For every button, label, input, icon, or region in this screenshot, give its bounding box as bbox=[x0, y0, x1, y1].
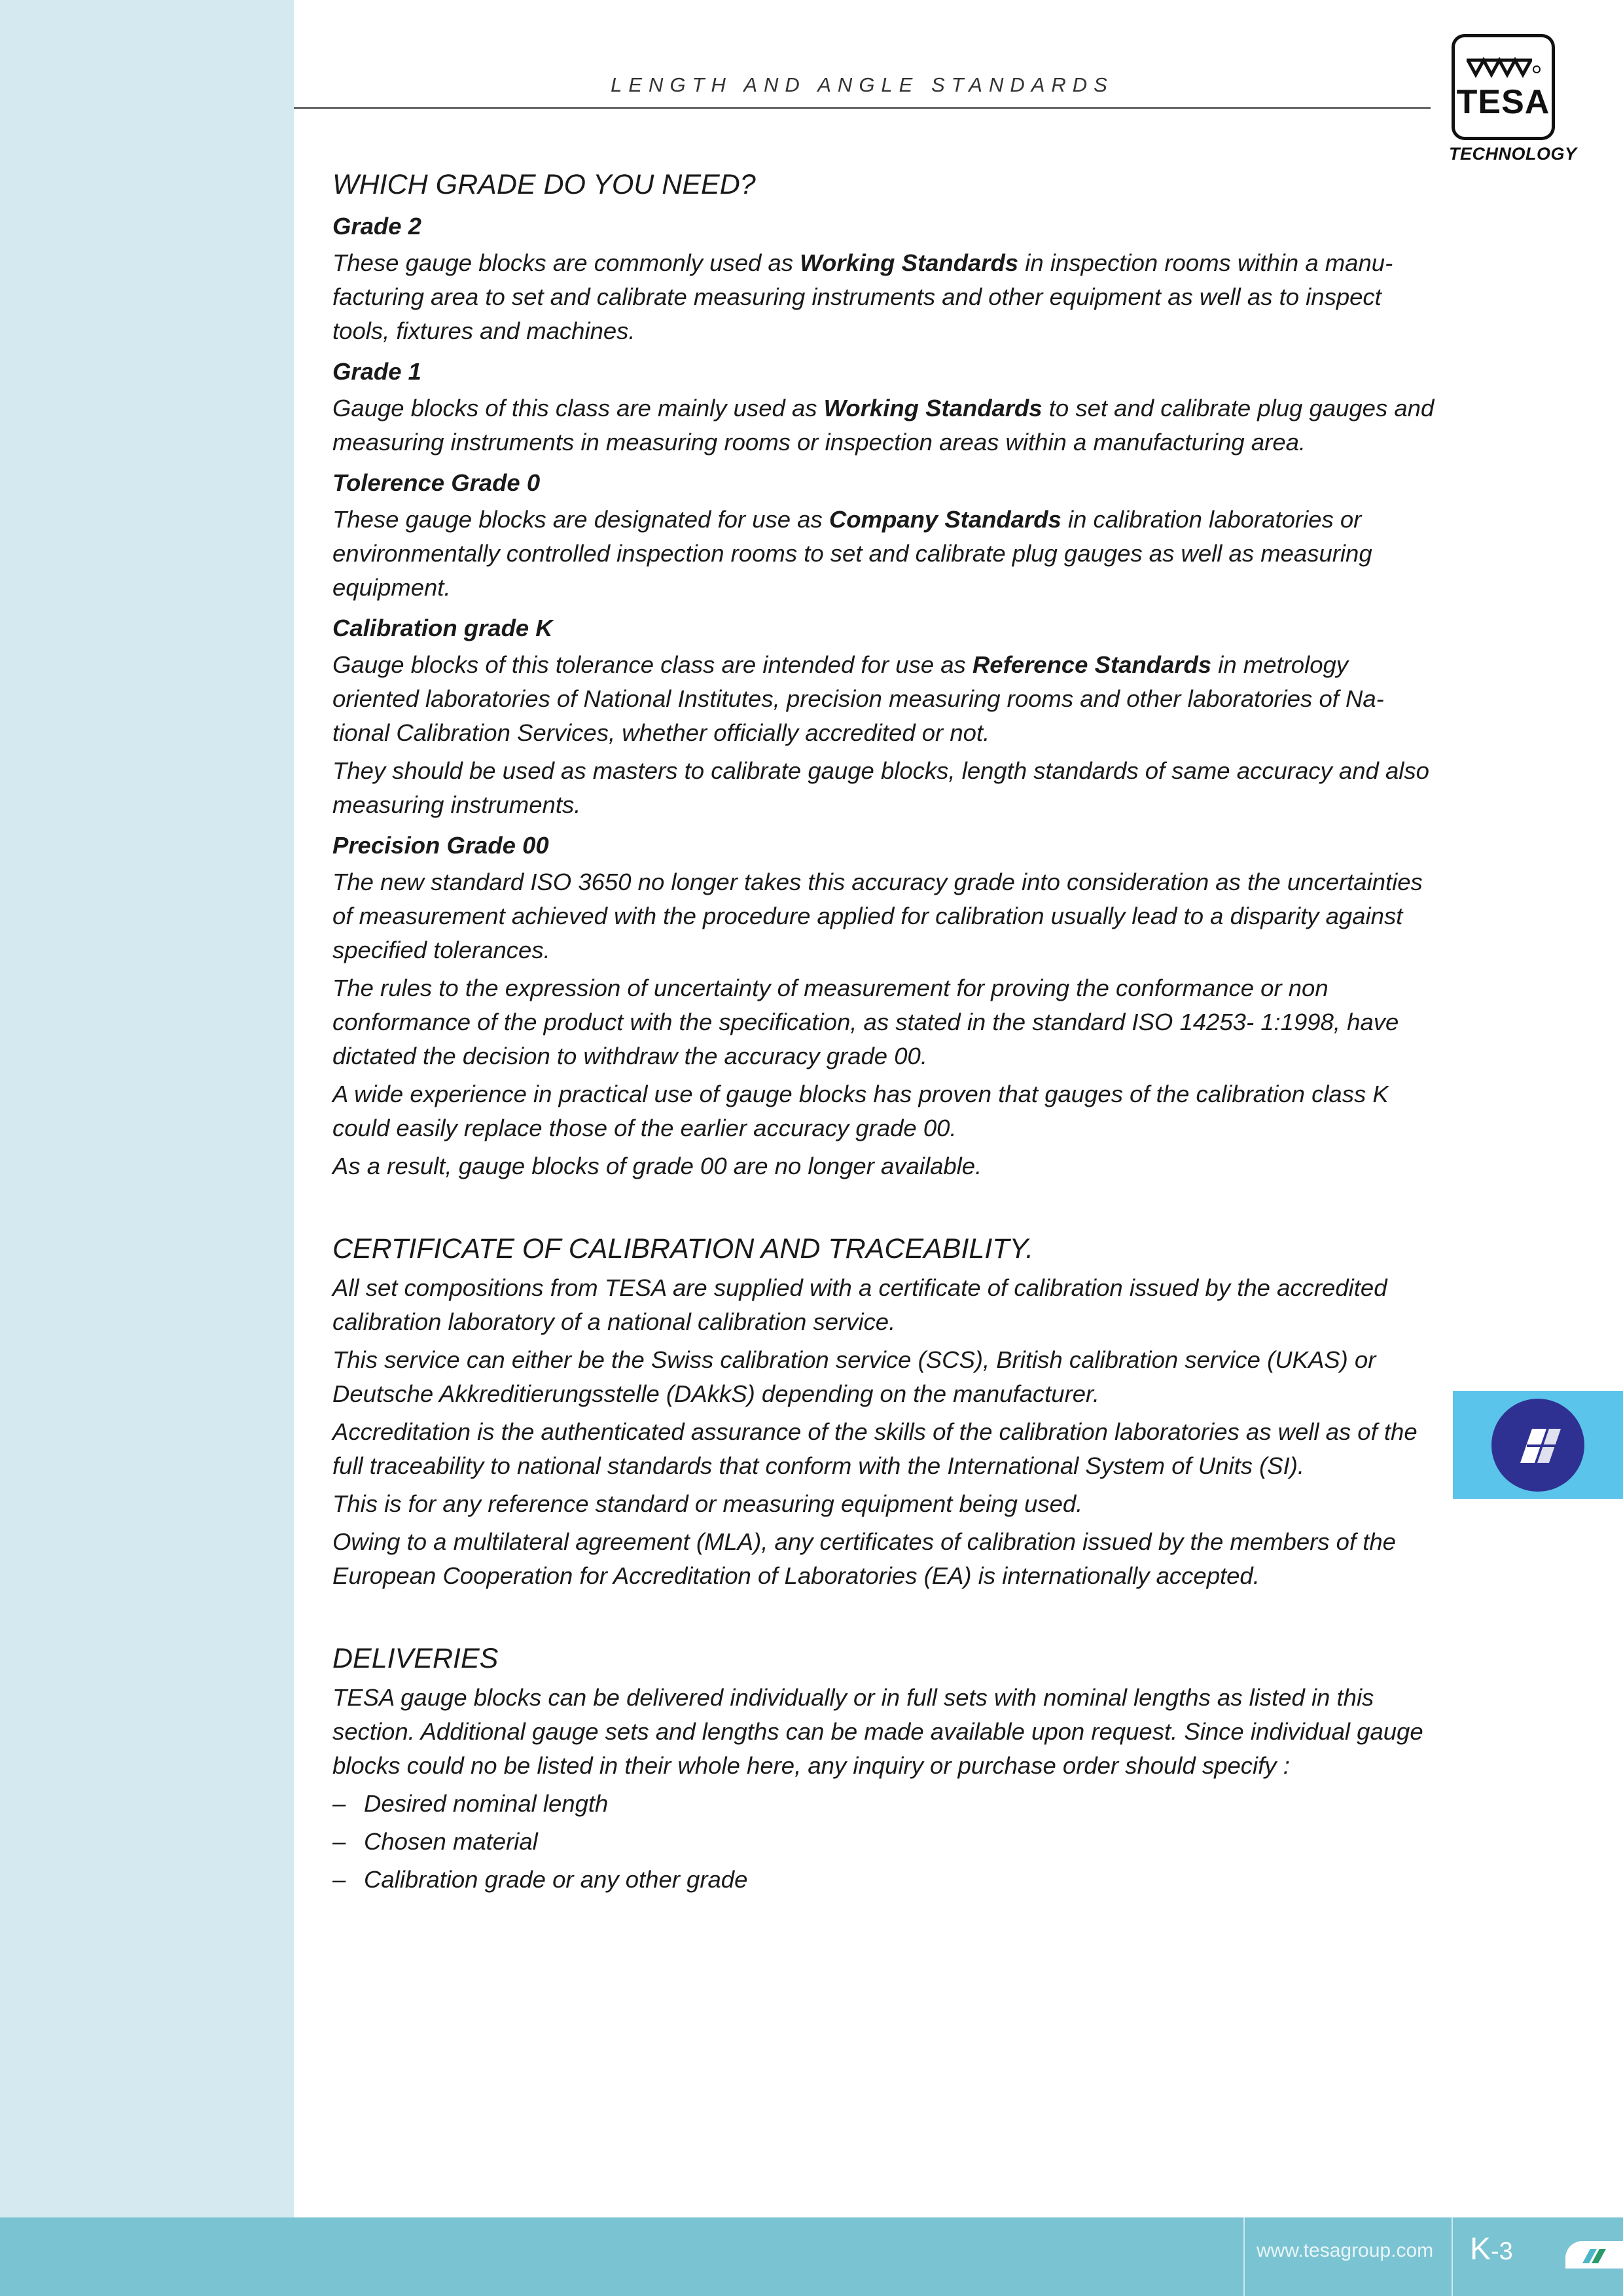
main-content bbox=[332, 166, 1435, 1901]
grade00-text-1: The new standard ISO 3650 no longer takes this accuracy grade into consideration as the uncertainties of measurement achieved with the procedure applied for calibration usually lead to a disparity against specified tolerances. bbox=[332, 869, 1423, 963]
gradek-title: Calibration grade K bbox=[332, 615, 553, 641]
grade1-text: Gauge blocks of this class are mainly used as Working Standards to set and calibrate plug gauges and measuring instruments in measuring rooms or inspection areas within a manufacturing area. bbox=[332, 395, 1435, 456]
list-item: – Chosen material bbox=[332, 1828, 538, 1855]
footer-divider bbox=[1243, 2217, 1245, 2296]
gradek-text: Gauge blocks of this tolerance class are intended for use as Reference Standards in metrology oriented laboratories of National Institutes, precision measuring rooms and other laboratories of Na-tional Calibration Services, whether officially accredited or not. bbox=[332, 651, 1384, 746]
gradek-text-2: They should be used as masters to calibrate gauge blocks, length standards of same accuracy and also measuring instruments. bbox=[332, 757, 1429, 818]
deliveries-list bbox=[332, 1787, 1435, 1897]
grade00-text-4: As a result, gauge blocks of grade 00 are no longer available. bbox=[332, 1153, 982, 1179]
footer-divider bbox=[1452, 2217, 1453, 2296]
grade0-text: These gauge blocks are designated for use as Company Standards in calibration laboratories or environmentally controlled inspection rooms to set and calibrate plug gauges as well as measuring equipment. bbox=[332, 506, 1372, 601]
logo-tagline: TECHNOLOGY bbox=[1449, 144, 1577, 164]
page-number: K-3 bbox=[1470, 2232, 1513, 2267]
section-title: WHICH GRADE DO YOU NEED? bbox=[332, 169, 756, 200]
grade2-title: Grade 2 bbox=[332, 213, 421, 240]
left-margin-band bbox=[0, 0, 294, 2217]
certificate-text-4: This is for any reference standard or measuring equipment being used. bbox=[332, 1490, 1083, 1517]
certificate-text-5: Owing to a multilateral agreement (MLA), any certificates of calibration issued by the members of the European Cooperation for Accreditation of Laboratories (EA) is internationally accepted. bbox=[332, 1528, 1396, 1589]
grade-section bbox=[332, 166, 1435, 1183]
page-header-title: LENGTH AND ANGLE STANDARDS bbox=[611, 73, 1114, 96]
section-title: DELIVERIES bbox=[332, 1643, 499, 1674]
deliveries-text: TESA gauge blocks can be delivered individually or in full sets with nominal lengths as listed in this section. Additional gauge sets and lengths can be made available upon request. Since individual gauge blocks could no be listed in their whole here, any inquiry or purchase order should specify : bbox=[332, 1684, 1423, 1779]
logo-word: TESA bbox=[1456, 83, 1550, 121]
certificate-text-3: Accreditation is the authenticated assurance of the skills of the calibration laboratories as well as of the full traceability to national standards that conform with the International System of Units (SI). bbox=[332, 1418, 1418, 1479]
footer-url-link[interactable]: www.tesagroup.com bbox=[1257, 2240, 1434, 2261]
certificate-text-2: This service can either be the Swiss calibration service (SCS), British calibration service (UKAS) or Deutsche Akkreditierungsstelle (DAkkS) depending on the manufacturer. bbox=[332, 1346, 1376, 1407]
footer-logo-badge bbox=[1565, 2241, 1623, 2269]
list-item: – Calibration grade or any other grade bbox=[332, 1866, 748, 1893]
section-title: CERTIFICATE OF CALIBRATION AND TRACEABILITY. bbox=[332, 1233, 1034, 1265]
tesa-logo bbox=[1449, 34, 1577, 164]
logo-box bbox=[1452, 34, 1555, 140]
certificate-text-1: All set compositions from TESA are supplied with a certificate of calibration issued by the accredited calibration laboratory of a national calibration service. bbox=[332, 1274, 1387, 1335]
grade0-title: Tolerence Grade 0 bbox=[332, 469, 541, 496]
grade00-text-3: A wide experience in practical use of gauge blocks has proven that gauges of the calibration class K could easily replace those of the earlier accuracy grade 00. bbox=[332, 1081, 1389, 1141]
list-item: – Desired nominal length bbox=[332, 1790, 609, 1817]
grade00-title: Precision Grade 00 bbox=[332, 832, 549, 859]
grade00-text-2: The rules to the expression of uncertainty of measurement for proving the conformance or non conformance of the product with the specification, as stated in the standard ISO 14253- 1:1998, have dictated the decision to withdraw the accuracy grade 00. bbox=[332, 975, 1399, 1069]
grade1-title: Grade 1 bbox=[332, 358, 421, 385]
grade2-text: These gauge blocks are commonly used as Working Standards in inspection rooms within a manu-facturing area to set and calibrate measuring instruments and other equipment as well as to inspect tools, fixtures and machines. bbox=[332, 249, 1393, 344]
tesa-mark-icon bbox=[1580, 2246, 1609, 2266]
deliveries-section bbox=[332, 1640, 1435, 1897]
logo-mark-icon bbox=[1464, 55, 1543, 85]
section-tab[interactable] bbox=[1453, 1391, 1623, 1499]
certificate-section bbox=[332, 1230, 1435, 1593]
header-divider bbox=[294, 107, 1431, 109]
gauge-block-icon bbox=[1491, 1399, 1584, 1492]
